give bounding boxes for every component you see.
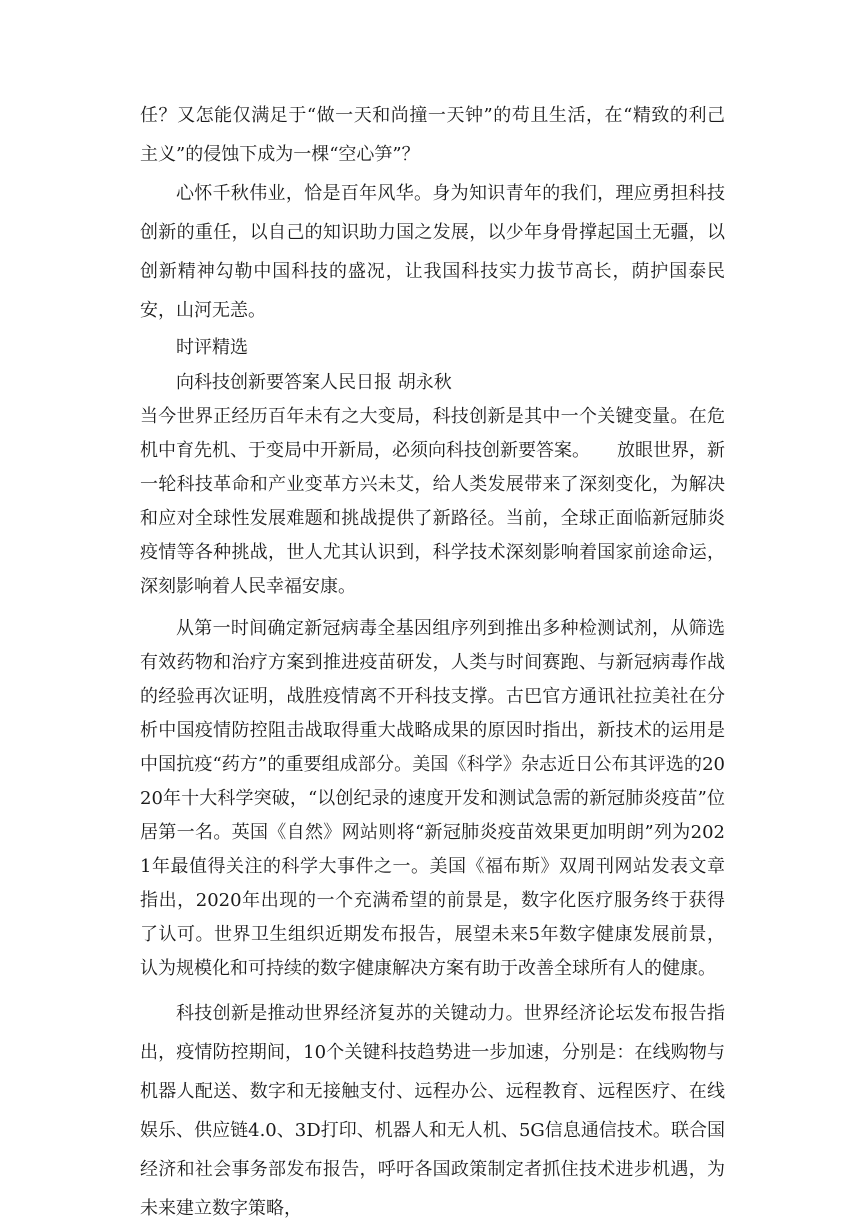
article-title: 向科技创新要答案人民日报 胡永秋 — [176, 372, 452, 393]
document-body — [140, 96, 725, 1228]
paragraph-economy: 科技创新是推动世界经济复苏的关键动力。世界经济论坛发布报告指出，疫情防控期间，10个关键科技趋势进一步加速，分别是：在线购物与机器人配送、数字和无接触支付、远程办公、远程教育、远程医疗、在线娱乐、供应链4.0、3D打印、机器人和无人机、5G信息通信技术。联合国经济和社会事务部发布报告，呼吁各国政策制定者抓住技术进步机遇，为未来建立数字策略， — [140, 1003, 725, 1219]
paragraph-epidemic: 从第一时间确定新冠病毒全基因组序列到推出多种检测试剂，从筛选有效药物和治疗方案到推进疫苗研发，人类与时间赛跑、与新冠病毒作战的经验再次证明，战胜疫情离不开科技支撑。古巴官方通讯社拉美社在分析中国疫情防控阻击战取得重大战略成果的原因时指出，新技术的运用是中国抗疫“药方”的重要组成部分。美国《科学》杂志近日公布其评选的2020年十大科学突破，“以创纪录的速度开发和测试急需的新冠肺炎疫苗”位居第一名。英国《自然》网站则将“新冠肺炎疫苗效果更加明朗”列为2021年最值得关注的科学大事件之一。美国《福布斯》双周刊网站发表文章指出，2020年出现的一个充满希望的前景是，数字化医疗服务终于获得了认可。世界卫生组织近期发布报告，展望未来5年数字健康发展前景，认为规模化和可持续的数字健康解决方案有助于改善全球所有人的健康。 — [140, 618, 725, 979]
paragraph-continuation: 任？又怎能仅满足于“做一天和尚撞一天钟”的苟且生活，在“精致的利己主义”的侵蚀下成为一棵“空心笋”？ — [140, 105, 725, 165]
section-heading: 时评精选 — [176, 337, 248, 358]
paragraph-intro: 当今世界正经历百年未有之大变局，科技创新是其中一个关键变量。在危机中育先机、于变局中开新局，必须向科技创新要答案。 放眼世界，新一轮科技革命和产业变革方兴未艾，给人类发展带来了深刻变化，为解决和应对全球性发展难题和挑战提供了新路径。当前，全球正面临新冠肺炎疫情等各种挑战，世人尤其认识到，科学技术深刻影响着国家前途命运，深刻影响着人民幸福安康。 — [140, 406, 725, 597]
paragraph-conclusion: 心怀千秋伟业，恰是百年风华。身为知识青年的我们，理应勇担科技创新的重任，以自己的知识助力国之发展，以少年身骨撑起国土无疆，以创新精神勾勒中国科技的盛况，让我国科技实力拔节高长，荫护国泰民安，山河无恙。 — [140, 183, 725, 321]
